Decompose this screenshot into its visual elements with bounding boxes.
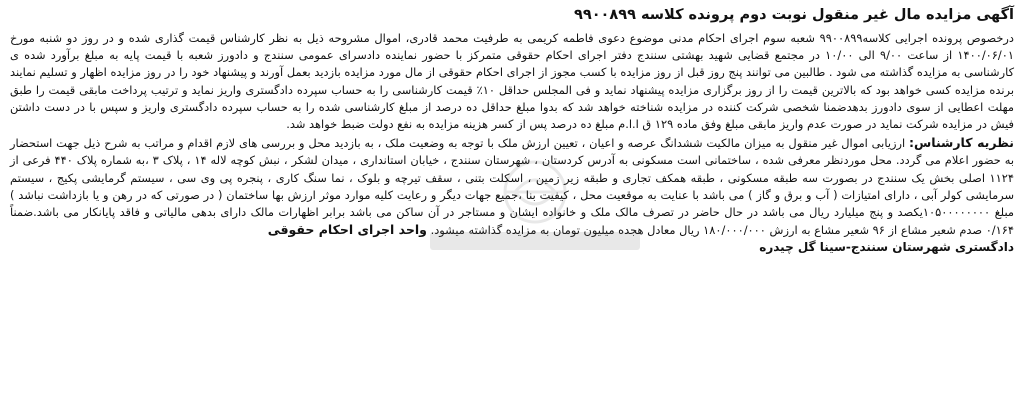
notice-paragraph-terms: درخصوص پرونده اجرایی کلاسه۹۹۰۰۸۹۹ شعبه سوم اجرای احکام مدنی موضوع دعوی فاطمه کریمی به طرفیت محمد قادری، اموال مشروحه ذیل به نظر کارشناس قیمت گذاری شده و در روز دو شنبه مورخ ۱۴۰۰/۰۶/۰۱ از ساعت ۹/۰۰ الی ۱۰/۰۰ در مجتمع قضایی شهید بهشتی سنندج دفتر اجرای احکام حقوقی متمرکز با حضور نماینده دادسرای عمومی سنندج و دادورز شعبه با قیمت پایه به مبلغ برآورد شده ی کارشناسی به مزایده گذاشته می شود . طالبین می توانند پنج روز قبل از روز مزایده با کسب مجوز از اجرای احکام حقوقی از مال مورد مزایده بازدید بعمل آورند و پیشنهاد خود را در روز مزایده اظهار و تسلیم نمایند برنده مزایده کسی خواهد بود که بالاترین قیمت را از روز برگزاری مزایده پیشنهاد نماید و فی المجلس حداقل ۱۰٪ قیمت کارشناسی را به حساب سپرده دادگستری واریز نماید و ترتیب پرداخت مابقی قیمت را طبق مهلت اعطایی از سوی دادورز بدهدضمنا شخصی شرکت کننده در مزایده شناخته خواهد شد که بدوا مبلغ حداقل ده درصد از مبلغ کارشناسی شده را به حساب سپرده دادگستری واریز و سپس با در دست داشتن فیش در مزایده شرکت نماید در صورت عدم واریز مابقی مبلغ وفق ماده ۱۲۹ ق ا.ا.م مبلغ ده درصد پس از کسر هزینه مزایده به نفع دولت ضبط خواهد شد. bbox=[10, 31, 1014, 132]
expert-opinion-text: ارزیابی اموال غیر منقول به میزان مالکیت ششدانگ عرصه و اعیان ، تعیین ارزش ملک با توجه به وضعیت ملک ، به بازدید محل و بررسی های لازم اقدام و مراتب به شرح ذیل جهت استحضار به حضور اعلام می گردد. محل موردنظر معرفی شده ، ساختمانی است مسکونی به آدرس کردستان ، شهرستان سنندج ، خیابان استانداری ، میدان لشکر ، نبش کوچه لاله ۱۴ ، پلاک ۳ ،به شماره پلاک ۴۴۰ فرعی از ۱۱۲۴ اصلی بخش یک سنندج در بصورت سه طبقه مسکونی ، طبقه همکف تجاری و طبقه زیر زمین ، اسکلت بتنی ، سقف تیرچه و بلوک ، نما سنگ کاری ، پنجره پی وی سی ، سیستم گرمایشی پکیج ، سیستم سرمایشی کولر آبی ، دارای امتیازات ( آب و برق و گاز ) می باشد با عنایت به موقعیت محل ، کیفیت بنا ،جمیع جهات دیگر و رعایت کلیه موارد موثر ارزش بها ساختمان ( در صورتی که در رهن و یا بازداشت نباشد ) مبلغ ۱۰۵۰۰۰۰۰۰۰۰یکصد و پنج میلیارد ریال می باشد در حال حاضر در تصرف مالک ملک و خانواده ایشان و مستاجر در آن ساکن می باشد برابر اظهارات مالک دارای بدهی مالیاتی و فاقد پایانکار می باشد.ضمناً ۰/۱۶۴ صدم شعیر مشاع از ۹۶ شعیر مشاع به ارزش ۱۸۰/۰۰۰/۰۰۰ ریال معادل هجده میلیون تومان به مزایده گذاشته میشود. bbox=[10, 136, 1015, 238]
notice-title: آگهی مزایده مال غیر منقول نوبت دوم پرونده کلاسه ۹۹۰۰۸۹۹ bbox=[574, 7, 1014, 23]
expert-opinion-label: نظریه کارشناس: bbox=[909, 135, 1014, 151]
signature-office: دادگستری شهرستان سنندج-سینا گل چیدره bbox=[759, 240, 1014, 255]
signature-unit: واحد اجرای احکام حقوقی bbox=[267, 222, 427, 238]
notice-paragraph-expert bbox=[10, 134, 1014, 239]
